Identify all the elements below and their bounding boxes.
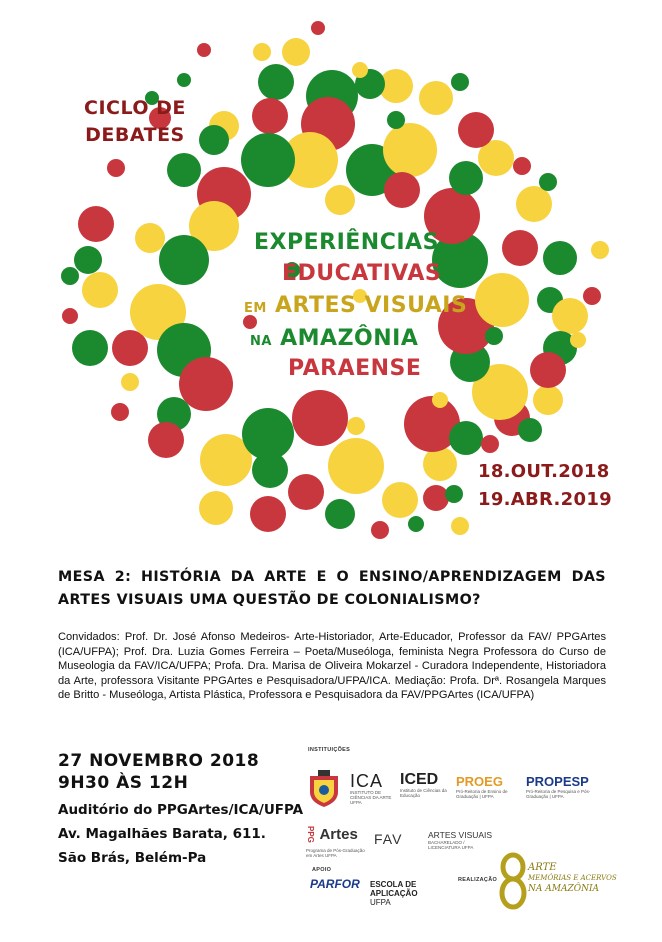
title-line-1: EXPERIÊNCIAS xyxy=(254,230,439,255)
ppg-logo-prefix: PPG xyxy=(306,826,315,843)
ppg-logo-sub: Programa de Pós-Graduação em Artes UFPA xyxy=(306,847,365,858)
arte-memorias-acervos-logo xyxy=(498,852,617,912)
decorative-dot xyxy=(177,73,191,87)
propesp-logo-sub: Pró-Reitoria de Pesquisa e Pós-Graduação | UFPA xyxy=(526,789,591,799)
event-location xyxy=(58,798,303,870)
proeg-logo-sub: Pró-Reitoria de Ensino de Graduação | UFPA xyxy=(456,789,508,799)
title-line-5: PARAENSE xyxy=(288,356,422,381)
artes-visuais-logo xyxy=(428,830,498,850)
decorative-dot xyxy=(518,418,542,442)
ufpa-crest-logo xyxy=(306,768,342,808)
arte-logo-line-2: MEMÓRIAS E ACERVOS xyxy=(528,874,617,882)
event-city: São Brás, Belém-Pa xyxy=(58,850,207,866)
decorative-dot xyxy=(121,373,139,391)
decorative-dot xyxy=(371,521,389,539)
iced-logo-text: ICED xyxy=(400,771,439,788)
arte-logo-line-3: NA AMAZÔNIA xyxy=(528,884,600,894)
decorative-dot xyxy=(383,123,437,177)
decorative-dot xyxy=(591,241,609,259)
ciclo-de-debates-label xyxy=(84,95,186,149)
decorative-dot xyxy=(423,447,457,481)
title-line-3: ARTES VISUAIS xyxy=(275,293,468,318)
ciclo-line-2: DEBATES xyxy=(85,124,185,146)
decorative-dot xyxy=(387,111,405,129)
decorative-dot xyxy=(347,417,365,435)
decorative-dot xyxy=(352,62,368,78)
propesp-logo xyxy=(526,775,592,799)
event-time: 9H30 ÀS 12H xyxy=(58,773,189,793)
decorative-dot xyxy=(148,422,184,458)
decorative-dot xyxy=(502,230,538,266)
proeg-logo xyxy=(456,775,518,799)
decorative-dot xyxy=(449,421,483,455)
decorative-dot xyxy=(513,157,531,175)
event-datetime xyxy=(58,750,259,794)
decorative-dot xyxy=(135,223,165,253)
decorative-dot xyxy=(325,185,355,215)
decorative-dot xyxy=(74,246,102,274)
ciclo-line-1: CICLO DE xyxy=(84,97,186,119)
ica-logo xyxy=(350,772,396,805)
decorative-dot xyxy=(384,172,420,208)
decorative-dot xyxy=(82,272,118,308)
decorative-dot xyxy=(242,408,294,460)
decorative-dot xyxy=(543,241,577,275)
decorative-dot xyxy=(533,385,563,415)
decorative-dot xyxy=(570,332,586,348)
decorative-dot xyxy=(167,153,201,187)
decorative-dot xyxy=(159,235,209,285)
ufpa-crest-icon xyxy=(306,768,342,808)
escola-line-1: ESCOLA DE xyxy=(370,880,417,889)
event-venue: Auditório do PPGArtes/ICA/UFPA xyxy=(58,802,304,818)
mesa-heading: MESA 2: HISTÓRIA DA ARTE E O ENSINO/APRENDIZAGEM DAS ARTES VISUAIS UMA QUESTÃO DE COLONIALISMO? xyxy=(58,569,606,608)
decorative-dot xyxy=(282,38,310,66)
decorative-dot xyxy=(311,21,325,35)
decorative-dot xyxy=(252,98,288,134)
decorative-dot xyxy=(485,327,503,345)
decorative-dot xyxy=(481,435,499,453)
decorative-dot xyxy=(552,298,588,334)
convidados-text: Convidados: Prof. Dr. José Afonso Medeiros- Arte-Historiador, Arte-Educador, Professor da FAV/ PPGArtes (ICA/UFPA); Prof. Dra. Luzia Gomes Ferreira – Poeta/Museóloga, feminista Negra Professora do Curso de Museologia da FAV/ICA/UFPA; Profa. Dra. Marisa de Oliveira Mokarzel - Curadora Independente, Historiadora da Arte, professora Visitante PPGArtes e Pesquisadora/UFPA/ICA. Mediação: Profa. Drª. Rosangela Marques de Britto - Museóloga, Artista Plástica, Professora e Pesquisadora da FAV/PPGArtes (ICA/UFPA) xyxy=(58,631,606,702)
decorative-dot xyxy=(72,330,108,366)
decorative-dot xyxy=(288,474,324,510)
ica-logo-sub: INSTITUTO DE CIÊNCIAS DA ARTE UFPA xyxy=(350,790,392,805)
decorative-dot xyxy=(530,352,566,388)
decorative-dot xyxy=(451,517,469,535)
decorative-dot xyxy=(107,159,125,177)
proeg-logo-text: PROEG xyxy=(456,774,503,789)
title-line-4: AMAZÔNIA xyxy=(280,326,419,351)
iced-logo xyxy=(400,772,450,798)
decorative-dot xyxy=(458,112,494,148)
decorative-dot xyxy=(419,81,453,115)
decorative-dot xyxy=(199,125,229,155)
decorative-dot xyxy=(408,516,424,532)
decorative-dot xyxy=(292,390,348,446)
ppgartes-logo xyxy=(306,826,366,858)
decorative-dot xyxy=(328,438,384,494)
arte-logo-line-1: ARTE xyxy=(528,862,557,873)
decorative-dot xyxy=(250,496,286,532)
cycle-dates xyxy=(478,458,612,514)
apoio-label: APOIO xyxy=(312,867,332,873)
decorative-dot xyxy=(61,267,79,285)
decorative-dot xyxy=(253,43,271,61)
instituicoes-label: INSTITUIÇÕES xyxy=(308,747,351,753)
parfor-logo xyxy=(310,878,360,891)
decorative-dot xyxy=(78,206,114,242)
propesp-logo-text: PROPESP xyxy=(526,774,589,789)
date-end: 19.ABR.2019 xyxy=(478,489,612,510)
decorative-dot xyxy=(451,73,469,91)
event-date: 27 NOVEMBRO 2018 xyxy=(58,751,260,771)
title-line-2: EDUCATIVAS xyxy=(282,261,442,286)
parfor-logo-text: PARFOR xyxy=(310,877,360,891)
date-start: 18.OUT.2018 xyxy=(478,461,610,482)
decorative-dot xyxy=(445,485,463,503)
decorative-dot xyxy=(583,287,601,305)
decorative-dot xyxy=(475,273,529,327)
artes-visuais-text: ARTES VISUAIS xyxy=(428,830,493,840)
decorative-dot xyxy=(516,186,552,222)
event-address: Av. Magalhães Barata, 611. xyxy=(58,826,266,842)
realizacao-label: REALIZAÇÃO xyxy=(458,877,498,883)
figure-eight-icon xyxy=(498,852,528,910)
escola-line-3: UFPA xyxy=(370,898,391,907)
ica-logo-text: ICA xyxy=(350,771,384,791)
decorative-dot xyxy=(62,308,78,324)
decorative-dot xyxy=(197,43,211,57)
decorative-dot xyxy=(432,392,448,408)
escola-aplicacao-logo xyxy=(370,880,418,907)
decorative-dot xyxy=(539,173,557,191)
decorative-dot xyxy=(111,403,129,421)
fav-logo: FAV xyxy=(374,831,403,847)
ppg-logo-text: Artes xyxy=(319,826,358,843)
decorative-dot xyxy=(325,499,355,529)
decorative-dot xyxy=(241,133,295,187)
title-line-3-prefix: EM xyxy=(244,301,267,316)
decorative-dot xyxy=(382,482,418,518)
title-line-4-prefix: NA xyxy=(250,334,272,349)
iced-logo-sub: Instituto de Ciências da Educação xyxy=(400,788,447,798)
decorative-dot xyxy=(199,491,233,525)
decorative-dot xyxy=(449,161,483,195)
artes-visuais-sub: BACHARELADO / LICENCIATURA UFPA xyxy=(428,840,474,850)
escola-line-2: APLICAÇÃO xyxy=(370,889,418,898)
decorative-dot xyxy=(258,64,294,100)
